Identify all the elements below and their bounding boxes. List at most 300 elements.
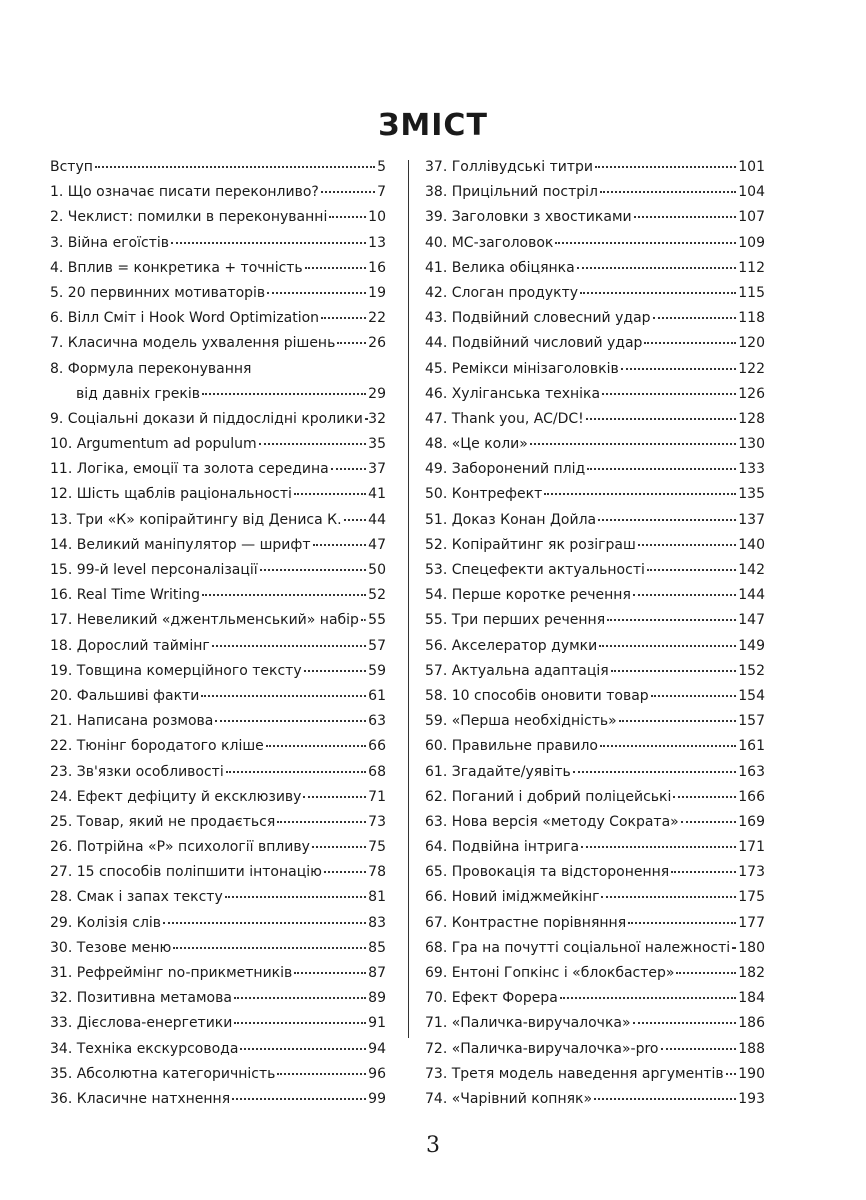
dot-leader — [573, 771, 737, 773]
dot-leader — [321, 317, 366, 319]
dot-leader — [673, 796, 736, 798]
toc-entry-page: 161 — [738, 738, 765, 755]
dot-leader — [530, 443, 736, 445]
toc-entry-page: 193 — [738, 1090, 765, 1107]
toc-entry-page: 59 — [368, 662, 386, 679]
toc-entry-page: 180 — [738, 939, 765, 956]
dot-leader — [594, 1098, 736, 1100]
toc-entry — [425, 536, 765, 561]
toc-entry — [425, 586, 765, 611]
dot-leader — [600, 745, 736, 747]
toc-right-column — [425, 158, 765, 1115]
toc-entry-title: 18. Дорослий таймінг — [50, 637, 210, 654]
toc-entry-page: 66 — [368, 738, 386, 755]
toc-entry — [425, 410, 765, 435]
toc-entry — [50, 309, 386, 334]
toc-entry — [50, 662, 386, 687]
toc-entry-title: 25. Товар, який не продається — [50, 813, 276, 830]
toc-entry-title: 42. Слоган продукту — [425, 284, 579, 301]
dot-leader — [671, 871, 736, 873]
toc-entry-title: 51. Доказ Конан Дойла — [425, 511, 597, 528]
dot-leader — [595, 166, 736, 168]
dot-leader — [171, 242, 366, 244]
dot-leader — [633, 1022, 737, 1024]
toc-entry-page: 122 — [738, 360, 765, 377]
dot-leader — [607, 619, 736, 621]
toc-entry — [50, 939, 386, 964]
toc-entry — [50, 360, 386, 410]
toc-entry-title: 66. Новий іміджмейкінг — [425, 889, 600, 906]
toc-entry-page: 188 — [738, 1040, 765, 1057]
dot-leader — [602, 393, 736, 395]
toc-entry — [425, 360, 765, 385]
column-divider — [408, 160, 409, 1038]
toc-entry — [425, 158, 765, 183]
dot-leader — [598, 519, 736, 521]
toc-entry-page: 135 — [738, 486, 765, 503]
dot-leader — [260, 569, 366, 571]
toc-entry-title: 21. Написана розмова — [50, 713, 214, 730]
toc-left-column — [50, 158, 386, 1115]
toc-entry-page: 190 — [738, 1065, 765, 1082]
dot-leader — [732, 947, 736, 949]
toc-entry-page: 10 — [368, 209, 386, 226]
toc-entry — [50, 611, 386, 636]
toc-entry — [50, 737, 386, 762]
toc-entry-title: 62. Поганий і добрий поліцейські — [425, 788, 672, 805]
toc-entry-page: 99 — [368, 1090, 386, 1107]
toc-entry-page: 118 — [738, 310, 765, 327]
dot-leader — [225, 896, 366, 898]
toc-entry-title: 3. Війна егоїстів — [50, 234, 169, 251]
toc-entry-page: 91 — [368, 1015, 386, 1032]
toc-entry-title: 40. MC-заголовок — [425, 234, 554, 251]
toc-entry-page: 175 — [738, 889, 765, 906]
toc-entry-title: 74. «Чарівний копняк» — [425, 1090, 593, 1107]
toc-entry-title: 52. Копірайтинг як розіграш — [425, 536, 636, 553]
dot-leader — [628, 922, 736, 924]
toc-entry-page: 26 — [368, 335, 386, 352]
toc-entry-page: 107 — [738, 209, 765, 226]
toc-entry-page: 104 — [738, 184, 765, 201]
toc-entry-title: 6. Вілл Сміт і Hook Word Optimization — [50, 310, 320, 327]
toc-entry — [50, 536, 386, 561]
toc-entry — [425, 234, 765, 259]
dot-leader — [259, 443, 367, 445]
toc-entry-page: 147 — [738, 612, 765, 629]
dot-leader — [647, 569, 736, 571]
dot-leader — [577, 267, 737, 269]
toc-entry-page: 37 — [368, 461, 386, 478]
toc-entry — [425, 939, 765, 964]
dot-leader — [361, 619, 366, 621]
toc-entry — [50, 158, 386, 183]
toc-entry-page: 142 — [738, 562, 765, 578]
toc-entry — [425, 208, 765, 233]
toc-entry-title: 7. Класична модель ухвалення рішень — [50, 335, 336, 352]
toc-entry-page: 120 — [738, 335, 765, 352]
toc-entry-title: 5. 20 первинних мотиваторів — [50, 284, 266, 301]
toc-entry — [425, 863, 765, 888]
dot-leader — [555, 242, 736, 244]
toc-entry-title: 10. Argumentum ad populum — [50, 436, 257, 453]
toc-entry — [50, 183, 386, 208]
toc-entry — [425, 813, 765, 838]
toc-entry-page: 89 — [368, 990, 386, 1007]
toc-entry — [425, 511, 765, 536]
toc-entry-page: 85 — [368, 939, 386, 956]
toc-entry-page: 173 — [738, 864, 765, 881]
toc-entry-title: 1. Що означає писати переконливо? — [50, 184, 319, 201]
toc-entry-page: 182 — [738, 965, 765, 981]
toc-entry — [425, 838, 765, 863]
dot-leader — [267, 292, 366, 294]
toc-entry-page: 71 — [368, 788, 386, 805]
toc-entry-title: 43. Подвійний словесний удар — [425, 310, 651, 327]
dot-leader — [266, 745, 366, 747]
toc-entry-title: 36. Класичне натхнення — [50, 1090, 231, 1107]
toc-entry-title: 61. Згадайте/уявіть — [425, 763, 571, 780]
dot-leader — [294, 972, 366, 974]
toc-entry — [50, 561, 386, 586]
toc-entry — [425, 611, 765, 636]
toc-entry — [50, 259, 386, 284]
toc-entry-title: 16. Real Time Writing — [50, 587, 201, 604]
page-number: 3 — [426, 1133, 440, 1158]
toc-entry — [425, 435, 765, 460]
toc-entry — [50, 863, 386, 888]
toc-entry-title: 26. Потрійна «Р» психології впливу — [50, 839, 310, 856]
dot-leader — [587, 468, 736, 470]
toc-entry — [425, 712, 765, 737]
toc-entry — [50, 989, 386, 1014]
toc-entry-title: 9. Соціальні докази й піддослідні кролики — [50, 410, 363, 427]
toc-entry-title: 45. Ремікси мінізаголовків — [425, 360, 619, 377]
toc-entry — [425, 1040, 765, 1065]
toc-entry-title: 34. Техніка екскурсовода — [50, 1040, 239, 1057]
toc-entry — [50, 964, 386, 989]
dot-leader — [163, 922, 366, 924]
toc-entry-title: 49. Заборонений плід — [425, 461, 586, 478]
dot-leader — [201, 695, 366, 697]
toc-entry-title: 20. Фальшиві факти — [50, 687, 200, 704]
dot-leader — [586, 418, 737, 420]
toc-entry-title: 67. Контрастне порівняння — [425, 914, 627, 931]
toc-entry-title: 57. Актуальна адаптація — [425, 662, 609, 679]
toc-entry-page: 63 — [368, 713, 386, 730]
dot-leader — [676, 972, 736, 974]
dot-leader — [277, 821, 366, 823]
toc-entry-page: 154 — [738, 687, 765, 704]
toc-entry-page: 184 — [738, 990, 765, 1007]
toc-entry — [425, 788, 765, 813]
dot-leader — [644, 342, 736, 344]
toc-entry-page: 115 — [738, 284, 765, 301]
toc-entry-page: 126 — [738, 385, 765, 402]
toc-entry — [50, 334, 386, 359]
toc-entry-page: 61 — [368, 687, 386, 704]
toc-entry-title: 70. Ефект Форера — [425, 990, 558, 1007]
dot-leader — [600, 191, 736, 193]
toc-entry-page: 32 — [368, 410, 386, 427]
dot-leader — [365, 418, 366, 420]
toc-entry-title: 63. Нова версія «методу Сократа» — [425, 813, 679, 830]
toc-entry-page: 19 — [368, 284, 386, 301]
toc-entry — [50, 410, 386, 435]
toc-entry-title: 58. 10 способів оновити товар — [425, 687, 649, 704]
toc-entry — [50, 637, 386, 662]
toc-entry-title: 29. Колізія слів — [50, 914, 162, 931]
toc-entry-page: 83 — [368, 914, 386, 931]
toc-entry-page: 87 — [368, 965, 386, 982]
toc-entry — [50, 763, 386, 788]
dot-leader — [294, 493, 366, 495]
toc-entry — [50, 435, 386, 460]
toc-entry — [425, 284, 765, 309]
toc-entry-page: 133 — [738, 461, 765, 478]
dot-leader — [544, 493, 736, 495]
toc-entry-title: 48. «Це коли» — [425, 436, 528, 453]
toc-entry-title: 54. Перше коротке речення — [425, 587, 631, 604]
toc-entry — [425, 888, 765, 913]
toc-entry-page: 22 — [368, 310, 386, 327]
toc-entry-page: 157 — [738, 713, 765, 730]
dot-leader — [653, 317, 737, 319]
dot-leader — [331, 468, 366, 470]
toc-entry-title: 44. Подвійний числовий удар — [425, 335, 643, 352]
toc-entry-title: 46. Хуліганська техніка — [425, 385, 601, 402]
toc-entry-title: 8. Формула переконування — [50, 360, 252, 377]
dot-leader — [726, 1073, 737, 1075]
toc-entry-page: 186 — [738, 1015, 765, 1032]
toc-entry-title: 55. Три перших речення — [425, 612, 606, 629]
dot-leader — [277, 1073, 366, 1075]
toc-entry — [425, 662, 765, 687]
toc-entry-title: 69. Ентоні Гопкінс і «блокбастер» — [425, 965, 675, 981]
toc-entry-title: 24. Ефект дефіциту й ексклюзиву — [50, 788, 302, 805]
dot-leader — [601, 896, 736, 898]
toc-entry — [425, 737, 765, 762]
dot-leader — [634, 216, 737, 218]
dot-leader — [633, 594, 736, 596]
toc-entry — [425, 1065, 765, 1090]
toc-entry — [425, 964, 765, 989]
toc-entry — [50, 712, 386, 737]
toc-entry-title: 59. «Перша необхідність» — [425, 713, 617, 730]
dot-leader — [638, 544, 736, 546]
dot-leader — [337, 342, 366, 344]
toc-entry-page: 52 — [368, 587, 386, 604]
dot-leader — [621, 368, 737, 370]
toc-entry — [425, 183, 765, 208]
dot-leader — [202, 594, 366, 596]
toc-entry-title: 38. Прицільний постріл — [425, 184, 598, 201]
toc-entry — [425, 460, 765, 485]
toc-entry — [425, 914, 765, 939]
toc-entry — [50, 460, 386, 485]
toc-entry-page: 171 — [738, 839, 765, 856]
toc-entry-title: 30. Тезове меню — [50, 939, 172, 956]
toc-entry — [50, 788, 386, 813]
toc-entry — [425, 989, 765, 1014]
dot-leader — [212, 645, 366, 647]
toc-entry-title: 39. Заголовки з хвостиками — [425, 209, 632, 226]
toc-entry — [425, 309, 765, 334]
toc-entry-title: 64. Подвійна інтрига — [425, 839, 580, 856]
toc-entry-title: 28. Смак і запах тексту — [50, 889, 223, 906]
toc-entry-title: 22. Тюнінг бородатого кліше — [50, 738, 264, 755]
toc-entry-page: 137 — [738, 511, 765, 528]
toc-entry — [425, 763, 765, 788]
toc-entry — [50, 1065, 386, 1090]
toc-entry — [50, 914, 386, 939]
dot-leader — [560, 997, 736, 999]
toc-entry-title: 15. 99-й level персоналізації — [50, 562, 258, 579]
toc-entry-title: 50. Контрефект — [425, 486, 543, 503]
toc-entry-title: 27. 15 способів поліпшити інтонацію — [50, 864, 322, 881]
toc-entry-page: 44 — [368, 511, 386, 528]
toc-entry — [425, 485, 765, 510]
toc-entry-page: 35 — [368, 436, 386, 453]
toc-entry-page: 29 — [368, 385, 386, 402]
toc-entry — [425, 334, 765, 359]
toc-entry-title: 32. Позитивна метамова — [50, 990, 232, 1007]
dot-leader — [234, 1022, 366, 1024]
toc-entry-page: 78 — [368, 864, 386, 881]
dot-leader — [611, 670, 737, 672]
dot-leader — [305, 267, 366, 269]
dot-leader — [240, 1048, 366, 1050]
toc-entry-title: Вступ — [50, 159, 93, 175]
toc-entry-title: 71. «Паличка-виручалочка» — [425, 1015, 631, 1032]
dot-leader — [234, 997, 366, 999]
toc-entry-page: 163 — [738, 763, 765, 780]
toc-entry-title: 23. Зв'язки особливості — [50, 763, 224, 780]
dot-leader — [303, 796, 366, 798]
toc-entry-page: 16 — [368, 259, 386, 276]
toc-entry-page: 112 — [738, 259, 765, 276]
toc-entry-title-continued: від давніх греків — [76, 385, 201, 402]
toc-entry-page: 68 — [368, 763, 386, 780]
toc-entry-page: 50 — [368, 562, 386, 579]
dot-leader — [95, 166, 375, 168]
dot-leader — [344, 519, 367, 521]
dot-leader — [599, 645, 736, 647]
toc-entry — [50, 838, 386, 863]
toc-entry-title: 41. Велика обіцянка — [425, 259, 575, 276]
toc-entry-title: 53. Спецефекти актуальності — [425, 562, 645, 578]
toc-entry-page: 140 — [738, 536, 765, 553]
toc-entry-title: 11. Логіка, емоції та золота середина — [50, 461, 329, 478]
toc-entry-title: 56. Акселератор думки — [425, 637, 598, 654]
toc-entry-page: 7 — [377, 184, 386, 201]
dot-leader — [580, 292, 736, 294]
dot-leader — [651, 695, 737, 697]
toc-entry-title: 65. Провокація та відсторонення — [425, 864, 670, 881]
dot-leader — [321, 191, 375, 193]
dot-leader — [329, 216, 366, 218]
toc-entry — [50, 813, 386, 838]
toc-entry-title: 72. «Паличка-виручалочка»-pro — [425, 1040, 659, 1057]
dot-leader — [312, 846, 366, 848]
toc-entry-page: 75 — [368, 839, 386, 856]
toc-entry-page: 128 — [738, 410, 765, 427]
toc-entry-page: 109 — [738, 234, 765, 251]
toc-entry — [50, 1014, 386, 1039]
toc-entry-title: 14. Великий маніпулятор — шрифт — [50, 536, 311, 553]
toc-entry — [50, 888, 386, 913]
toc-entry-title: 33. Дієслова-енергетики — [50, 1015, 233, 1032]
toc-entry-page: 169 — [738, 813, 765, 830]
toc-entry — [50, 234, 386, 259]
toc-entry-title: 47. Thank you, AC/DC! — [425, 410, 584, 427]
toc-entry-title: 13. Три «К» копірайтингу від Дениса К. — [50, 511, 342, 528]
toc-entry-page: 41 — [368, 486, 386, 503]
toc-entry-title: 19. Товщина комерційного тексту — [50, 662, 302, 679]
toc-entry-page: 152 — [738, 662, 765, 679]
toc-entry — [50, 586, 386, 611]
toc-entry — [50, 511, 386, 536]
dot-leader — [232, 1098, 366, 1100]
toc-entry-page: 57 — [368, 637, 386, 654]
toc-entry-page: 101 — [738, 159, 765, 175]
toc-entry-page: 47 — [368, 536, 386, 553]
toc-entry-title: 17. Невеликий «джентльменський» набір — [50, 612, 359, 629]
toc-entry-title: 37. Голлівудські титри — [425, 159, 593, 175]
page-title: ЗМІСТ — [378, 108, 488, 143]
toc-entry-title: 60. Правильне правило — [425, 738, 598, 755]
toc-entry-page: 149 — [738, 637, 765, 654]
toc-entry-page: 177 — [738, 914, 765, 931]
dot-leader — [313, 544, 367, 546]
toc-entry — [50, 1040, 386, 1065]
toc-entry-page: 55 — [368, 612, 386, 629]
dot-leader — [581, 846, 736, 848]
toc-entry-title: 68. Гра на почутті соціальної належності — [425, 939, 731, 956]
dot-leader — [215, 720, 366, 722]
toc-entry — [425, 637, 765, 662]
toc-entry — [425, 1014, 765, 1039]
toc-entry — [50, 485, 386, 510]
toc-entry — [425, 385, 765, 410]
toc-entry-title: 35. Абсолютна категоричність — [50, 1065, 276, 1082]
toc-entry-page: 96 — [368, 1065, 386, 1082]
dot-leader — [681, 821, 737, 823]
toc-entry — [425, 259, 765, 284]
toc-entry — [50, 284, 386, 309]
toc-entry — [425, 687, 765, 712]
toc-entry — [50, 1090, 386, 1115]
dot-leader — [226, 771, 366, 773]
dot-leader — [173, 947, 366, 949]
toc-entry-page: 166 — [738, 788, 765, 805]
dot-leader — [619, 720, 737, 722]
toc-entry-page: 73 — [368, 813, 386, 830]
toc-entry-title: 2. Чеклист: помилки в переконуванні — [50, 209, 328, 226]
toc-entry-title: 12. Шість щаблів раціональності — [50, 486, 292, 503]
toc-entry — [50, 208, 386, 233]
dot-leader — [324, 871, 366, 873]
toc-entry-page: 5 — [377, 159, 386, 175]
dot-leader — [661, 1048, 737, 1050]
toc-entry — [425, 561, 765, 586]
toc-entry-page: 130 — [738, 436, 765, 453]
toc-entry-page: 13 — [368, 234, 386, 251]
toc-entry-page: 94 — [368, 1040, 386, 1057]
dot-leader — [304, 670, 367, 672]
toc-entry — [425, 1090, 765, 1115]
dot-leader — [202, 393, 366, 395]
